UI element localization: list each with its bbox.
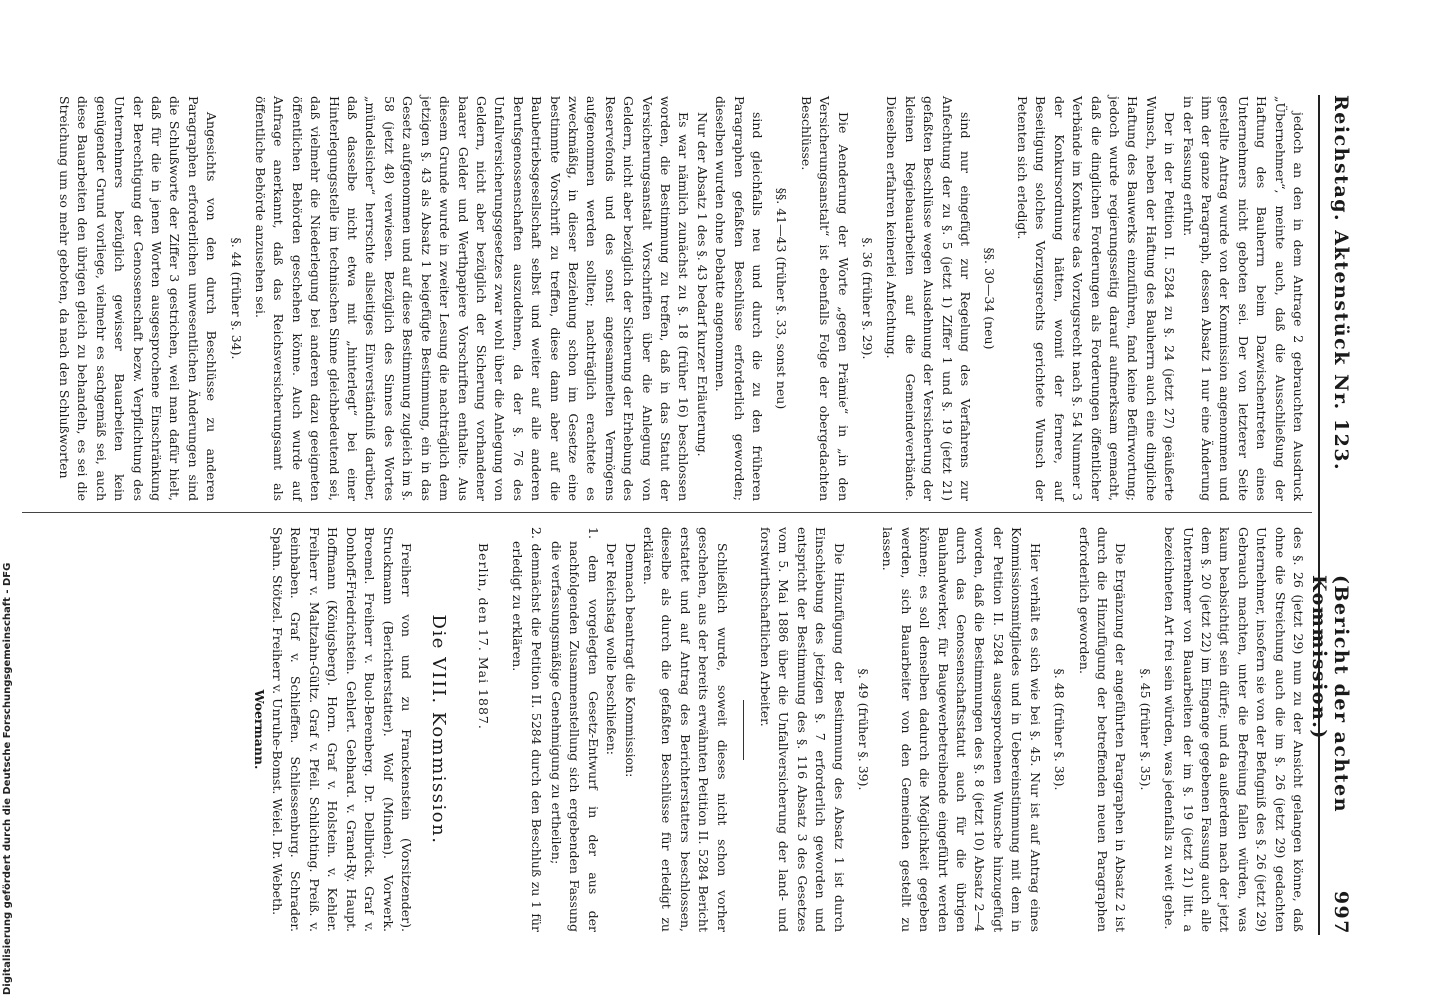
paragraph: Schließlich wurde, soweit dieses nicht schon vorher geschehen, aus der bereits erwähnten Petition II. 5284 Bericht erstattet und auf Antrag des Berichterstatters beschlossen, dieselbe als durch die gefaßten Beschlüsse für erledigt zu erklären. bbox=[641, 527, 730, 932]
section-heading: §. 48 (früher §. 38). bbox=[1052, 668, 1068, 791]
page-number: 997 bbox=[1330, 890, 1352, 935]
paragraph: Der in der Petition II. 5284 zu §. 24 (jetzt 27) geäußerte Wunsch, neben der Haftung des Bauherrn auch eine dingliche Haftung des Bauwerks einzuführen, fand keine Befürwortung; jedoch wurde regierungsseitig darauf aufmerksam gemacht, daß die dinglichen Forderungen als Forderungen öffentlicher Verbände im Konkurse das Vorzugsrecht nach §. 54 Nummer 3 der Konkursordnung hätten, womit der fernere, auf Beseitigung solches Vorzugsrechts gerichtete Wunsch der Petenten sich erledigt. bbox=[1014, 96, 1178, 501]
divider bbox=[743, 700, 744, 760]
paragraph: des §. 26 (jetzt 29) nun zu der Ansicht gelangen könne, daß ohne die Streichung auch die im §. 26 (jetzt 29) gedachten Unternehmer, insofern sie von der Befugniß des §. 26 (jetzt 29) Gebrauch machten, unter die Befreiung fallen würden, was kaum beabsichtigt sein dürfe; und da außerdem nach der jetzt dem §. 20 (jetzt 22) im Eingange gegebenen Fassung auch alle Unternehmer von Bauarbeiten der im §. 19 (jetzt 21) litt. a bezeichneten Art frei sein würden, was jedenfalls zu weit gehe. bbox=[1162, 527, 1306, 932]
member-last: Woermann. bbox=[251, 689, 267, 770]
header-right: (Bericht der achten Kommission.) bbox=[1308, 575, 1352, 814]
paragraph: Nur der Absatz 1 des §. 43 bedarf kurzer Erläuterung. bbox=[694, 112, 710, 457]
paragraph: jedoch an den in dem Antrage 2 gebrauchten Ausdruck „Übernehmer“, meinte auch, daß die Ausschließung der Haftung des Bauherrn beim Dazwischentreten eines Unternehmers nicht geboten sei. Der von letzterer Seite gestellte Antrag wurde von der Kommission angenommen und ihm der ganze Paragraph, dessen Absatz 1 nur eine Änderung in der Fassung erfuhr. bbox=[1180, 96, 1306, 501]
commission-title: Die VIII. Kommission. bbox=[428, 614, 450, 845]
header-left bbox=[1330, 95, 1352, 471]
section-heading: §§. 41—43 (früher §. 33, sonst neu) bbox=[774, 187, 790, 410]
paragraph: Der Reichstag wolle beschließen: bbox=[604, 543, 620, 755]
credit-text: Digitalisierung gefördert durch die Deutsche Forschungsgemeinschaft - DFG bbox=[2, 562, 13, 995]
right-column bbox=[249, 527, 1307, 932]
paragraph: Angesichts von den durch Beschlüsse zu anderen Paragraphen erforderlichen unwesentlichen Änderungen sind die Schlußworte der Ziffer 3 gestrichen, weil man dafür hielt, daß für die in jenen Worten ausgesprochene Einschränkung der Berechtigung der Genossenschaft bezw. Verpflichtung des Unternehmers bezüglich gewisser Bauarbeiten kein genügender Grund vorliege, vielmehr es sachgemäß sei, auch diese Bauarbeiten den übrigen gleich zu behandeln, es sei die Streichung um so mehr geboten, da nach den Schlußworten bbox=[57, 96, 220, 501]
left-column bbox=[55, 96, 1307, 501]
list-item: 1. dem vorgelegten Gesetz-Entwurf in der aus der nachfolgenden Zusammenstellung sich ergebenden Fassung die verfassungsmäßige Genehmigung zu ertheilen; bbox=[548, 527, 601, 932]
section-heading: §. 49 (früher §. 39). bbox=[856, 668, 872, 791]
footer-credit bbox=[0, 0, 26, 1000]
paragraph: Die Ergänzung der angeführten Paragraphen in Absatz 2 ist durch die Hinzufügung der betreffenden neuen Paragraphen erforderlich geworden. bbox=[1076, 527, 1129, 932]
paragraph: Demnach beantragt die Kommission: bbox=[622, 543, 638, 778]
list-item: 2. demnächst die Petition II. 5284 durch den Beschluß zu 1 für erledigt zu erklären. bbox=[510, 527, 544, 932]
member-list: Freiherr von und zu Franckenstein (Vorsitzender). Struckmann (Berichterstatter). Wolf (Minden). Vorwerk. Broemel. Freiherr v. Buol-Berenberg. Dr. Dellbrück. Graf v. Donhoff-Friedrichstein. Gehlert. Gebhard. v. Grand-Ry. Haupt. Hoffmann (Königsberg). Horn. Graf v. Holstein. v. Kehler. Freiherr v. Maltzahn-Gültz. Graf v. Pfeil. Schlichting. Preiß. v. Reinbaben. Graf v. Schlieffen. Schliessenburg. Schrader. Spahn. Stötzel. Freiherr v. Unruhe-Bomst. Weiel. Dr. Webeth. bbox=[270, 527, 414, 932]
column-separator bbox=[22, 512, 1312, 513]
paragraph: Die Aenderung der Worte „gegen Prämie“ in „in den Versicherungsanstalt“ ist ebenfalls Folge der obergedachten Beschlüsse. bbox=[798, 96, 851, 501]
header-aktenstueck: Aktenstück Nr. 123. bbox=[1330, 230, 1352, 472]
section-heading: §§. 30—34 (neu) bbox=[982, 247, 998, 350]
date-line: Berlin, den 17. Mai 1887. bbox=[475, 543, 491, 730]
section-heading: §. 44 (früher §. 34). bbox=[228, 237, 244, 360]
paragraph: sind gleichfalls neu und durch die zu den früheren Paragraphen gefaßten Beschlüsse erforderlich geworden; dieselben wurden ohne Debatte angenommen. bbox=[713, 96, 766, 501]
section-heading: §. 45 (früher §. 35). bbox=[1137, 668, 1153, 791]
paragraph: Es war nämlich zunächst zu §. 18 (früher 16) beschlossen worden, die Bestimmung zu treffen, daß in das Statut der Versicherungsanstalt Vorschriften über die Anlegung von Geldern, nicht aber bezüglich der Sicherung der Erhebung des Reservefonds und des sonst angesammelten Vermögens aufgenommen werden sollten; nachträglich erachtete es zweckmäßig, in dieser Beziehung schon im Gesetze eine bestimmte Vorschrift zu treffen, diese dann aber auf die Baubetriebsgesellschaft selbst und weiter auf alle anderen Berufsgenossenschaften auszudehnen, da der §. 76 des Unfallversicherungsgesetzes zwar wohl über die Anlegung von Geldern, nicht aber bezüglich der Sicherung vorhandener baarer Gelder und Werthpapiere Vorschriften enthalte. Aus diesem Grunde wurde in zweiter Lesung die nachträglich dem jetzigen §. 43 als Absatz 1 beigefügte Bestimmung, ein in das Gesetz aufgenommen und auf diese Bestimmung zugleich im §. 58 (jetzt 48) verwiesen. Bezüglich des Sinnes des Wortes „mündelsicher“ herrschte allseitiges Einverständniß darüber, daß dasselbe nicht etwa mit „hinterlegt“ bei einer Hinterlegungsstelle im technischen Sinne gleichbedeutend sei, daß vielmehr die Niederlegung bei anderen dazu geeigneten öffentlichen Behörden geschehen könne. Auch wurde auf Anfrage anerkannt, daß das Reichsversicherungsamt als öffentliche Behörde anzusehen sei. bbox=[253, 96, 692, 501]
header-rule bbox=[1318, 95, 1320, 935]
header-reichstag: Reichstag. bbox=[1330, 95, 1352, 223]
paragraph: Hier verhält es sich wie bei §. 45. Nur ist auf Antrag eines Kommissionsmitgliedes und in Uebereinstimmung mit dem in der Petition II. 5284 ausgesprochenen Wunsche hinzugefügt worden, daß die Bestimmungen des §. 8 (jetzt 10) Absatz 2—4 durch das Genossenschaftsstatut auch für die übrigen Bauhandwerker, für Baugewerbetreibende eingeführt werden können; es soll denselben dadurch die Möglichkeit gegeben werden, sich Bauarbeiter von den Gemeinden gestellt zu lassen. bbox=[880, 527, 1043, 932]
page-header bbox=[1308, 95, 1358, 935]
section-heading: §. 36 (früher §. 29). bbox=[860, 237, 876, 360]
paragraph: Die Hinzufügung der Bestimmung des Absatz 1 ist durch Einschiebung des jetzigen §. 7 erforderlich geworden und entspricht der Bestimmung des §. 116 Absatz 3 des Gesetzes vom 5. Mai 1886 über die Unfallversicherung der land- und forstwirthschaftlichen Arbeiter. bbox=[758, 527, 847, 932]
motion-list bbox=[508, 527, 602, 932]
paragraph: sind nur eingefügt zur Regelung des Verfahrens zur Anfechtung der zu §. 5 (jetzt 1) Ziffer 1 und §. 19 (jetzt 21) gefaßten Beschlüsse wegen Ausdehnung der Versicherung der kleinen Regiebauarbeiten auf die Gemeindeverbände. Dieselben erfahren keinerlei Anfechtung. bbox=[884, 96, 974, 501]
